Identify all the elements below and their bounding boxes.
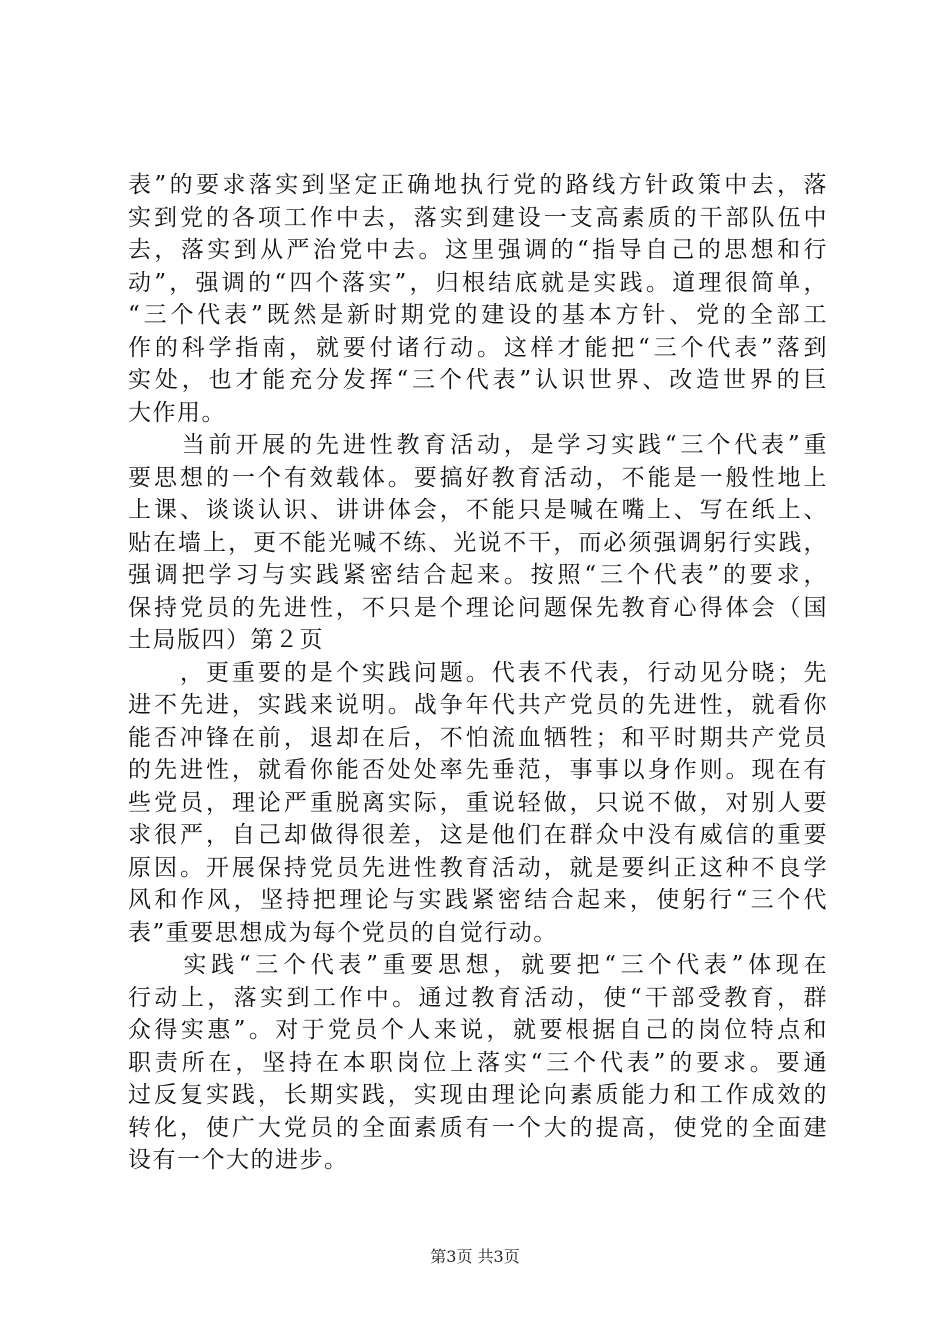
paragraph xyxy=(128,429,828,657)
text-line: 能否冲锋在前，退却在后，不怕流血牺牲；和平时期共产党员 xyxy=(128,724,828,751)
text-line: 些党员，理论严重脱离实际，重说轻做，只说不做，对别人要 xyxy=(128,789,828,816)
text-line: 强调把学习与实践紧密结合起来。按照“三个代表”的要求， xyxy=(128,562,828,588)
text-line: 设有一个大的进步。 xyxy=(128,1147,349,1173)
text-line: 实处，也才能充分发挥“三个代表”认识世界、改造世界的巨 xyxy=(128,367,828,393)
text-line: 行动上，落实到工作中。通过教育活动，使“干部受教育，群 xyxy=(128,984,828,1011)
text-line: 实到党的各项工作中去，落实到建设一支高素质的干部队伍中 xyxy=(128,204,828,231)
text-line: 要思想的一个有效载体。要搞好教育活动，不能是一般性地上 xyxy=(128,464,828,491)
paragraph xyxy=(128,949,828,1177)
text-line: 作的科学指南，就要付诸行动。这样才能把“三个代表”落到 xyxy=(128,334,828,361)
text-line: 职责所在，坚持在本职岗位上落实“三个代表”的要求。要通 xyxy=(128,1049,828,1076)
text-line: 土局版四）第２页 xyxy=(128,627,324,653)
text-line: 贴在墙上，更不能光喊不练、光说不干，而必须强调躬行实践， xyxy=(128,529,828,556)
text-line: 众得实惠”。对于党员个人来说，就要根据自己的岗位特点和 xyxy=(128,1017,828,1043)
page-footer: 第3页 共3页 xyxy=(430,1247,520,1266)
text-line: 风和作风，坚持把理论与实践紧密结合起来，使躬行“三个代 xyxy=(128,887,828,913)
text-line: “三个代表”既然是新时期党的建设的基本方针、党的全部工 xyxy=(128,302,828,328)
text-line: 的先进性，就看你能否处处率先垂范，事事以身作则。现在有 xyxy=(128,757,828,783)
text-line: ，更重要的是个实践问题。代表不代表，行动见分晓；先 xyxy=(128,659,828,686)
text-line: 大作用。 xyxy=(128,399,226,426)
text-line: 上课、谈谈认识、讲讲体会，不能只是喊在嘴上、写在纸上、 xyxy=(128,497,828,523)
text-line: 进不先进，实践来说明。战争年代共产党员的先进性，就看你 xyxy=(128,692,828,718)
text-line: 动”，强调的“四个落实”，归根结底就是实践。道理很简单， xyxy=(128,269,828,296)
text-line: 表”重要思想成为每个党员的自觉行动。 xyxy=(128,919,558,946)
text-line: 原因。开展保持党员先进性教育活动，就是要纠正这种不良学 xyxy=(128,854,828,881)
paragraph xyxy=(128,657,828,950)
text-line: 转化，使广大党员的全面素质有一个大的提高，使党的全面建 xyxy=(128,1114,828,1141)
document-body xyxy=(128,169,828,1177)
paragraph xyxy=(128,169,828,429)
text-line: 表”的要求落实到坚定正确地执行党的路线方针政策中去，落 xyxy=(128,172,828,198)
text-line: 去，落实到从严治党中去。这里强调的“指导自己的思想和行 xyxy=(128,237,828,263)
text-line: 求很严，自己却做得很差，这是他们在群众中没有威信的重要 xyxy=(128,822,828,848)
text-line: 保持党员的先进性，不只是个理论问题保先教育心得体会（国 xyxy=(128,594,828,621)
text-line: 过反复实践，长期实践，实现由理论向素质能力和工作成效的 xyxy=(128,1082,828,1108)
text-line: 实践“三个代表”重要思想，就要把“三个代表”体现在 xyxy=(128,952,828,978)
text-line: 当前开展的先进性教育活动，是学习实践“三个代表”重 xyxy=(128,432,828,458)
